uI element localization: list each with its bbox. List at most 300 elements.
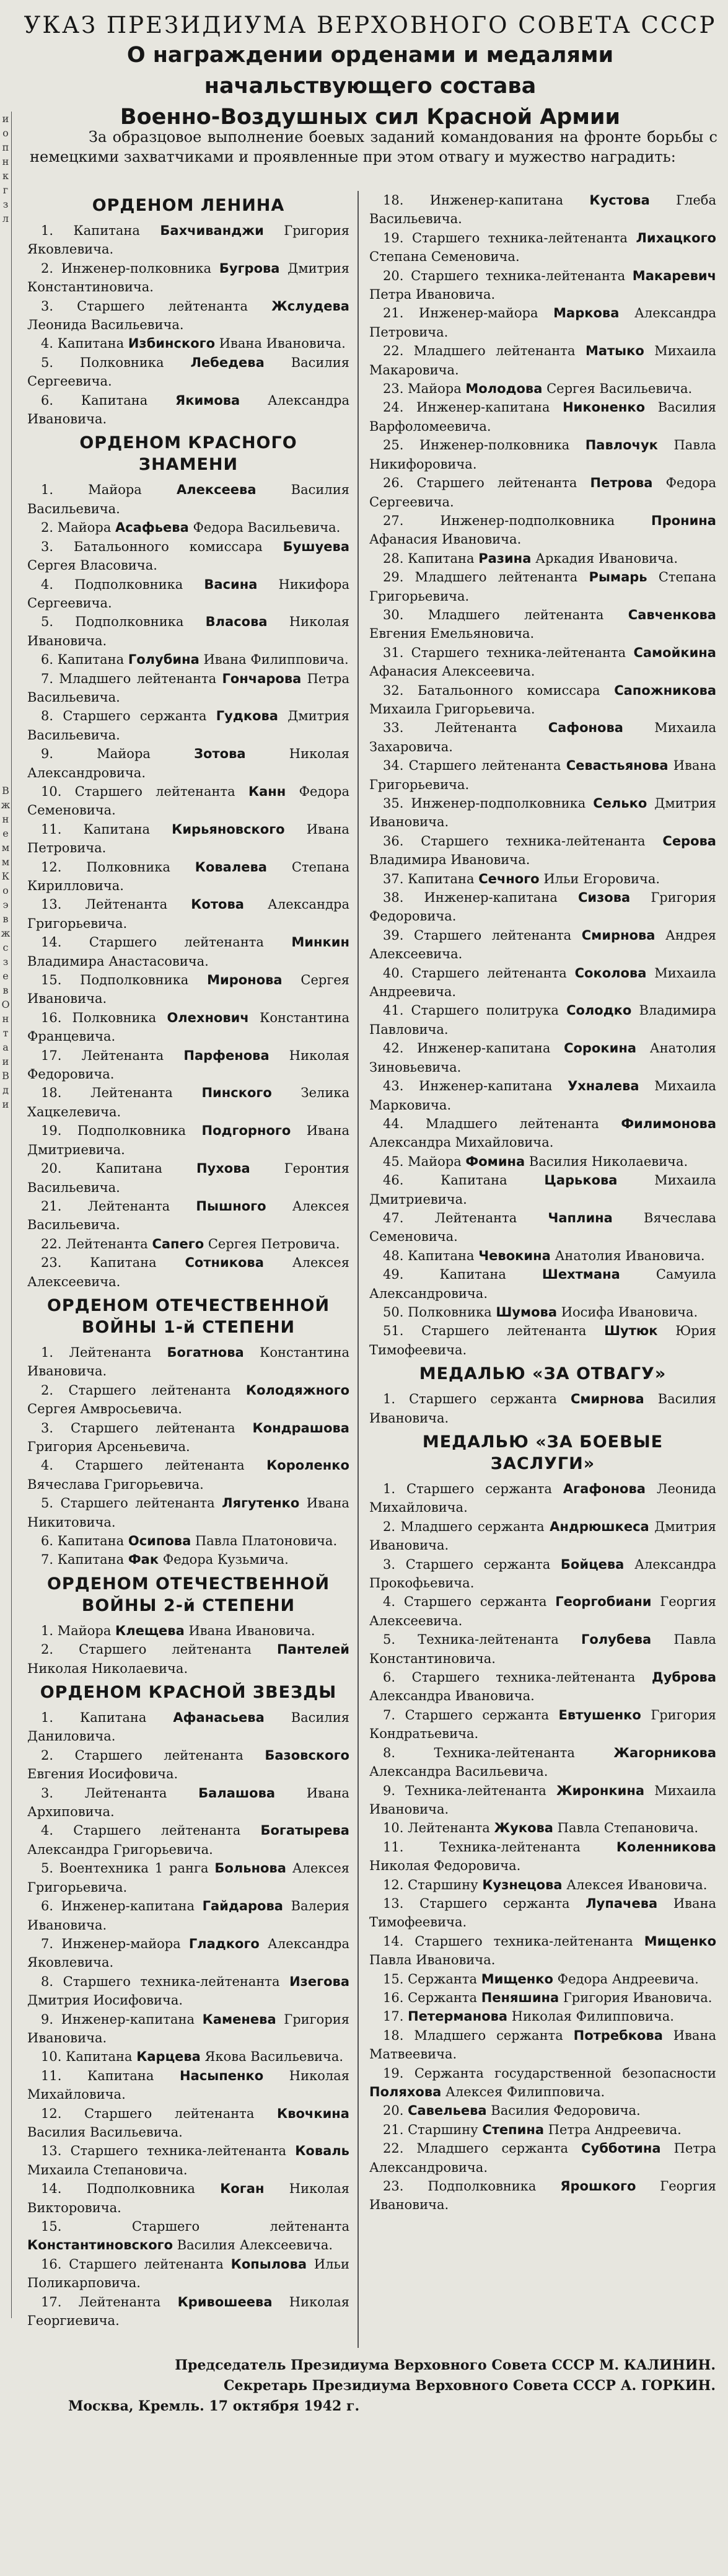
entry-given-names: Ивана Тимофеевича.	[369, 1895, 716, 1930]
entry-number: 4.	[41, 576, 54, 592]
entry-given-names: Григория Ивановича.	[563, 1990, 713, 2005]
entry-number: 17.	[383, 2009, 404, 2024]
entry-rank: Воентехника 1 ранга	[59, 1861, 209, 1876]
entry-number: 19.	[383, 2065, 404, 2081]
entry-rank: Старшину	[408, 1877, 478, 1892]
award-entry	[369, 681, 716, 719]
entry-rank: Старшего лейтенанта	[60, 1496, 215, 1511]
entry-number: 19.	[41, 1123, 62, 1139]
margin-glyph: м	[1, 842, 10, 854]
entry-number: 37.	[383, 871, 404, 886]
entry-number: 21.	[383, 2122, 404, 2137]
award-entry	[27, 1456, 349, 1494]
entry-number: 12.	[41, 859, 62, 875]
margin-glyph: э	[2, 899, 9, 911]
margin-glyph: к	[2, 170, 9, 182]
entry-number: 5.	[41, 1496, 54, 1511]
entry-rank: Капитана	[57, 1552, 125, 1568]
award-entry	[27, 1972, 349, 2010]
entry-surname: Селько	[593, 796, 647, 811]
entry-number: 1.	[41, 1344, 54, 1360]
award-entry	[369, 1988, 716, 2007]
entry-surname: Миронова	[207, 973, 283, 988]
entry-surname: Бушуева	[283, 539, 349, 554]
entry-number: 26.	[383, 475, 404, 491]
margin-glyph: л	[2, 213, 9, 224]
entry-number: 39.	[383, 927, 404, 943]
margin-glyph: о	[2, 127, 9, 139]
entry-surname: Сафонова	[548, 720, 623, 736]
entry-given-names: Николая Александровича.	[27, 746, 349, 780]
entry-surname: Пинского	[201, 1085, 272, 1101]
entry-number: 50.	[383, 1304, 404, 1320]
entry-rank: Полковника	[72, 1010, 157, 1025]
entry-rank: Подполковника	[77, 1123, 186, 1139]
entry-rank: Лейтенанта	[87, 1198, 170, 1214]
award-entry	[27, 1934, 349, 1972]
entry-given-names: Зелика Хацкелевича.	[27, 1085, 349, 1119]
entry-rank: Младшего лейтенанта	[59, 671, 217, 686]
entry-number: 1.	[41, 1623, 54, 1638]
award-entry	[369, 2139, 716, 2177]
entry-rank: Лейтенанта	[69, 1344, 152, 1360]
entry-rank: Старшего сержанта	[405, 1556, 551, 1572]
award-entry	[369, 568, 716, 606]
entry-rank: Старшего сержанта	[419, 1895, 570, 1911]
award-entry	[369, 832, 716, 870]
entry-rank: Капитана	[57, 652, 125, 668]
margin-glyph: т	[2, 1027, 9, 1039]
entry-given-names: Григория Арсеньевича.	[27, 1439, 190, 1454]
entry-rank: Техника-лейтенанта	[418, 1632, 559, 1647]
entry-surname: Ухналева	[568, 1078, 639, 1094]
entry-given-names: Николая Николаевича.	[27, 1661, 188, 1676]
award-entry	[27, 744, 349, 782]
entry-rank: Старшего лейтенанта	[131, 2219, 349, 2234]
entry-number: 31.	[383, 645, 404, 660]
entry-rank: Капитана	[57, 336, 125, 351]
entry-rank: Лейтенанта	[434, 1210, 517, 1225]
award-entry	[27, 2142, 349, 2179]
award-entry	[27, 1708, 349, 1746]
margin-glyph: В	[2, 785, 9, 796]
entry-rank: Старшего политрука	[411, 1003, 559, 1018]
entry-given-names: Владимира Павловича.	[369, 1003, 716, 1037]
award-entry	[369, 1932, 716, 1970]
entry-surname: Олехнович	[167, 1010, 249, 1025]
entry-number: 28.	[383, 550, 404, 566]
award-entry	[27, 2047, 349, 2066]
margin-glyph: н	[2, 813, 9, 825]
entry-given-names: Алексея Алексеевича.	[27, 1255, 349, 1289]
award-entry	[27, 1621, 349, 1640]
award-entry	[369, 1838, 716, 1876]
entry-surname: Смирнова	[581, 927, 656, 943]
award-entry	[27, 480, 349, 518]
entry-given-names: Алексея Ивановича.	[566, 1877, 708, 1892]
entry-number: 7.	[41, 1936, 54, 1951]
award-entry	[27, 1821, 349, 1859]
entry-number: 42.	[383, 1041, 404, 1056]
entry-surname: Базовского	[265, 1747, 349, 1763]
entry-given-names: Василия Николаевича.	[528, 1153, 688, 1169]
entry-number: 7.	[41, 671, 54, 686]
entry-given-names: Василия Даниловича.	[27, 1710, 349, 1744]
entry-given-names: Григория Яковлевича.	[27, 223, 349, 257]
entry-surname: Насыпенко	[180, 2068, 264, 2083]
entry-rank: Инженер-капитана	[419, 1078, 553, 1094]
award-section-heading: ОРДЕНОМ ЛЕНИНА	[92, 196, 285, 215]
award-entry	[27, 1746, 349, 1784]
entry-given-names: Ивана Ивановича.	[219, 336, 346, 351]
entry-rank: Техника-лейтенанта	[405, 1783, 546, 1798]
entry-given-names: Дмитрия Иосифовича.	[27, 1993, 183, 2008]
entry-rank: Старшего лейтенанта	[70, 1420, 235, 1436]
award-entry	[27, 1046, 349, 1084]
entry-surname: Жслудева	[271, 298, 349, 314]
entry-surname: Шехтмана	[542, 1267, 620, 1282]
award-entry	[369, 1039, 716, 1077]
entry-number: 11.	[383, 1839, 404, 1855]
entry-rank: Инженер-капитана	[61, 2011, 195, 2027]
entry-number: 48.	[383, 1248, 404, 1263]
entry-given-names: Василия Васильевича.	[27, 482, 349, 516]
entry-rank: Старшину	[408, 2122, 478, 2137]
entry-given-names: Ивана Архиповича.	[27, 1785, 349, 1820]
award-entry	[369, 511, 716, 549]
entry-rank: Полковника	[80, 355, 164, 370]
entry-rank: Старшего лейтенанта	[89, 935, 264, 950]
entry-number: 19.	[383, 230, 404, 245]
award-entry	[369, 964, 716, 1002]
entry-number: 44.	[383, 1116, 404, 1131]
entry-given-names: Евгения Иосифовича.	[27, 1767, 178, 1782]
entry-surname: Агафонова	[563, 1481, 646, 1496]
entry-surname: Пухова	[196, 1161, 250, 1176]
entry-given-names: Алексея Григорьевича.	[27, 1861, 349, 1895]
entry-surname: Ярошкого	[560, 2179, 636, 2194]
entry-surname: Клещева	[115, 1623, 185, 1638]
award-entry	[369, 267, 716, 304]
award-entry	[27, 971, 349, 1008]
award-entry	[27, 1494, 349, 1532]
entry-given-names: Анатолия Ивановича.	[555, 1248, 705, 1263]
entry-given-names: Степана Семеновича.	[369, 249, 520, 265]
entry-number: 3.	[41, 1420, 54, 1436]
award-entry	[369, 379, 716, 398]
entry-number: 47.	[383, 1210, 404, 1225]
entry-surname: Власова	[205, 614, 268, 630]
entry-given-names: Константина Францевича.	[27, 1010, 349, 1044]
award-entry	[369, 1970, 716, 1988]
entry-number: 3.	[41, 539, 54, 554]
decree-preamble: За образцовое выполнение боевых заданий командования на фронте борьбы с немецкими захватчиками и проявленные при этом отвагу и мужество наградить:	[30, 128, 717, 165]
award-entry	[369, 436, 716, 474]
entry-number: 13.	[41, 2143, 62, 2159]
entry-number: 3.	[41, 1785, 54, 1801]
entry-rank: Старшего лейтенанта	[79, 1642, 252, 1657]
entry-given-names: Ивана Матвеевича.	[369, 2027, 716, 2062]
award-entry	[369, 1265, 716, 1303]
entry-given-names: Сергея Амвросьевича.	[27, 1401, 182, 1417]
entry-number: 20.	[383, 2103, 404, 2119]
entry-given-names: Василия Ивановича.	[369, 1392, 716, 1426]
entry-rank: Подполковника	[86, 2181, 195, 2197]
entry-rank: Лейтенанта	[84, 1785, 167, 1801]
margin-glyph: К	[1, 870, 10, 882]
entry-given-names: Павла Константиновича.	[369, 1632, 716, 1666]
entry-surname: Кузнецова	[482, 1877, 563, 1892]
entry-rank: Младшего лейтенанта	[414, 570, 578, 585]
entry-surname: Матыко	[585, 343, 644, 359]
entry-given-names: Леонида Михайловича.	[369, 1481, 716, 1515]
award-entry	[369, 1321, 716, 1359]
entry-surname: Кирьяновского	[172, 821, 285, 837]
entry-given-names: Иосифа Ивановича.	[561, 1304, 698, 1320]
margin-glyph: В	[2, 1070, 9, 1082]
entry-rank: Лейтенанта	[434, 720, 517, 736]
entry-number: 1.	[383, 1481, 396, 1496]
entry-surname: Никоненко	[563, 400, 646, 415]
entry-given-names: Ивана Никитовича.	[27, 1496, 349, 1530]
entry-rank: Капитана	[80, 1710, 147, 1726]
margin-glyph: д	[2, 1084, 9, 1096]
entry-number: 11.	[41, 2068, 62, 2083]
entry-number: 34.	[383, 758, 404, 774]
entry-surname: Копылова	[230, 2256, 307, 2272]
entry-rank: Старшего лейтенанта	[68, 1382, 231, 1398]
entry-given-names: Петра Андреевича.	[548, 2122, 682, 2137]
award-entry	[27, 2217, 349, 2255]
decree-title: УКАЗ ПРЕЗИДИУМА ВЕРХОВНОГО СОВЕТА СССР	[24, 12, 717, 38]
entry-number: 41.	[383, 1003, 404, 1018]
award-entry	[27, 612, 349, 650]
entry-surname: Изегова	[289, 1974, 349, 1989]
entry-given-names: Николая Федоровича.	[369, 1858, 521, 1874]
award-entry	[369, 1781, 716, 1819]
award-entry	[369, 1894, 716, 1932]
entry-surname: Коленникова	[616, 1839, 716, 1855]
award-entry	[369, 1480, 716, 1517]
entry-given-names: Сергея Петровича.	[208, 1236, 340, 1251]
entry-surname: Ковалева	[195, 859, 267, 875]
entry-surname: Пронина	[651, 513, 716, 528]
entry-number: 45.	[383, 1153, 404, 1169]
entry-number: 16.	[383, 1990, 404, 2005]
entry-number: 25.	[383, 438, 404, 453]
entry-rank: Майора	[57, 1623, 112, 1638]
award-section-heading: МЕДАЛЬЮ «ЗА БОЕВЫЕ ЗАСЛУГИ»	[422, 1432, 664, 1473]
entry-rank: Капитана	[408, 550, 475, 566]
award-entry	[27, 1197, 349, 1235]
award-entry	[369, 1668, 716, 1706]
award-entry	[369, 870, 716, 888]
award-entry	[369, 1114, 716, 1152]
entry-rank: Капитана	[81, 392, 148, 408]
entry-surname: Серова	[662, 833, 716, 849]
entry-number: 13.	[383, 1895, 404, 1911]
place-date: Москва, Кремль. 17 октября 1942 г.	[68, 2398, 360, 2414]
entry-given-names: Григория Кондратьевича.	[369, 1707, 716, 1742]
entry-number: 7.	[383, 1707, 396, 1722]
entry-surname: Кустова	[589, 193, 650, 208]
entry-surname: Лихацкого	[636, 230, 716, 245]
entry-number: 23.	[383, 2179, 404, 2194]
entry-surname: Шутюк	[604, 1323, 658, 1339]
entry-number: 43.	[383, 1078, 404, 1094]
entry-given-names: Ильи Поликарповича.	[27, 2256, 349, 2291]
entry-given-names: Евгения Емельяновича.	[369, 626, 535, 642]
entry-rank: Старшего техника-лейтенанта	[70, 2143, 287, 2159]
entry-rank: Старшего лейтенанта	[75, 1458, 245, 1473]
entry-rank: Инженер-капитана	[429, 193, 564, 208]
entry-surname: Карцева	[136, 2049, 201, 2065]
entry-surname: Савченкова	[628, 607, 716, 622]
entry-given-names: Константина Ивановича.	[27, 1344, 349, 1379]
entry-given-names: Ивана Дмитриевича.	[27, 1123, 349, 1157]
secretary-signature: Секретарь Президиума Верховного Совета СССР А. ГОРКИН.	[224, 2378, 716, 2394]
entry-surname: Бахчиванджи	[160, 223, 264, 238]
entry-number: 20.	[41, 1161, 62, 1176]
entry-given-names: Афанасия Ивановича.	[369, 532, 522, 547]
award-entry	[27, 895, 349, 933]
entry-given-names: Михаила Макаровича.	[369, 343, 716, 377]
entry-number: 6.	[41, 1899, 54, 1914]
entry-surname: Бугрова	[219, 260, 280, 276]
entry-rank: Младшего лейтенанта	[425, 1116, 599, 1131]
award-entry	[27, 1859, 349, 1897]
award-entry	[369, 342, 716, 379]
award-entry	[27, 391, 349, 429]
entry-surname: Сапего	[152, 1236, 204, 1251]
entry-rank: Старшего лейтенанта	[84, 2106, 255, 2121]
entry-surname: Избинского	[128, 336, 216, 351]
entry-surname: Севастьянова	[566, 758, 669, 774]
entry-given-names: Александра Михайловича.	[369, 1135, 554, 1150]
entry-rank: Старшего сержанта	[403, 1594, 547, 1610]
award-entry	[27, 820, 349, 858]
entry-number: 14.	[41, 2181, 62, 2197]
award-entry	[369, 1152, 716, 1171]
entry-given-names: Афанасия Алексеевича.	[369, 664, 535, 679]
entry-number: 2.	[41, 1642, 54, 1657]
entry-rank: Полковника	[408, 1304, 492, 1320]
award-entry	[369, 1592, 716, 1630]
entry-given-names: Павла Степановича.	[557, 1820, 699, 1836]
entry-given-names: Никифора Сергеевича.	[27, 576, 349, 611]
entry-given-names: Аркадия Ивановича.	[535, 550, 678, 566]
entry-number: 27.	[383, 513, 404, 528]
margin-glyph: и	[2, 1056, 9, 1067]
entry-surname: Канн	[248, 783, 286, 799]
entry-given-names: Георгия Алексеевича.	[369, 1594, 716, 1628]
entry-given-names: Федора Сергеевича.	[369, 475, 716, 509]
entry-number: 49.	[383, 1267, 404, 1282]
entry-number: 7.	[41, 1552, 54, 1568]
entry-rank: Капитана	[408, 1248, 475, 1263]
entry-number: 8.	[383, 1745, 396, 1760]
entry-number: 5.	[41, 614, 54, 630]
entry-surname: Пышного	[196, 1198, 266, 1214]
award-entry	[27, 933, 349, 971]
entry-surname: Смирнова	[570, 1392, 644, 1407]
entry-surname: Голубева	[581, 1632, 652, 1647]
margin-glyph: з	[2, 198, 9, 210]
entry-rank: Старшего сержанта	[406, 1481, 552, 1496]
entry-number: 18.	[383, 193, 404, 208]
entry-surname: Гайдарова	[202, 1899, 283, 1914]
entry-given-names: Геронтия Васильевича.	[27, 1161, 349, 1195]
entry-given-names: Николая Викторовича.	[27, 2181, 349, 2215]
award-entry	[369, 1706, 716, 1744]
entry-number: 17.	[41, 2294, 62, 2309]
entry-number: 4.	[41, 1823, 54, 1838]
entry-rank: Старшего сержанта	[405, 1707, 549, 1722]
award-entry	[369, 474, 716, 511]
margin-glyph: ж	[1, 799, 11, 811]
entry-given-names: Андрея Алексеевича.	[369, 927, 716, 962]
award-entry	[27, 2179, 349, 2217]
entry-rank: Младшего лейтенанта	[428, 607, 604, 622]
award-entry	[27, 334, 349, 353]
entry-number: 21.	[41, 1198, 62, 1214]
entry-rank: Техника-лейтенанта	[434, 1745, 575, 1760]
award-entry	[369, 1876, 716, 1894]
award-entry	[27, 1532, 349, 1550]
entry-number: 35.	[383, 796, 404, 811]
entry-rank: Младшего сержанта	[414, 2027, 563, 2043]
entry-number: 18.	[41, 1085, 62, 1101]
decree-signatures	[68, 2355, 716, 2417]
entry-rank: Капитана	[90, 1255, 157, 1271]
entry-number: 32.	[383, 682, 404, 698]
entry-rank: Майора	[408, 1153, 462, 1169]
entry-number: 5.	[41, 1861, 54, 1876]
entry-rank: Сержанта государственной безопасности	[414, 2065, 716, 2081]
entry-surname: Пеняшина	[481, 1990, 559, 2005]
entry-number: 6.	[41, 652, 54, 668]
award-entry	[27, 1343, 349, 1381]
margin-glyph: ж	[1, 927, 11, 939]
entry-surname: Царькова	[544, 1173, 618, 1188]
entry-number: 16.	[41, 1010, 62, 1025]
entry-number: 22.	[383, 343, 404, 359]
award-section-heading: ОРДЕНОМ КРАСНОГО ЗНАМЕНИ	[79, 433, 297, 475]
entry-surname: Чаплина	[548, 1210, 613, 1225]
entry-rank: Подполковника	[80, 973, 189, 988]
entry-number: 12.	[41, 2106, 62, 2121]
entry-surname: Каменева	[202, 2011, 276, 2027]
entry-given-names: Михаила Захаровича.	[369, 720, 716, 754]
entry-number: 12.	[383, 1877, 404, 1892]
entry-given-names: Федора Васильевича.	[193, 520, 341, 536]
entry-number: 24.	[383, 400, 404, 415]
entry-rank: Старшего сержанта	[63, 708, 207, 724]
entry-rank: Старшего лейтенанта	[411, 965, 567, 981]
award-entry	[27, 782, 349, 820]
entry-given-names: Михаила Марковича.	[369, 1078, 716, 1113]
entry-rank: Капитана	[66, 2049, 133, 2065]
entry-given-names: Алексея Филипповича.	[445, 2084, 605, 2099]
award-entry	[369, 2064, 716, 2102]
entry-surname: Лупачева	[585, 1895, 658, 1911]
award-entry	[27, 1640, 349, 1678]
entry-given-names: Дмитрия Константиновича.	[27, 260, 349, 295]
award-entry	[27, 259, 349, 297]
entry-rank: Инженер-подполковника	[411, 796, 586, 811]
award-entry	[369, 2026, 716, 2064]
entry-rank: Сержанта	[408, 1990, 478, 2005]
